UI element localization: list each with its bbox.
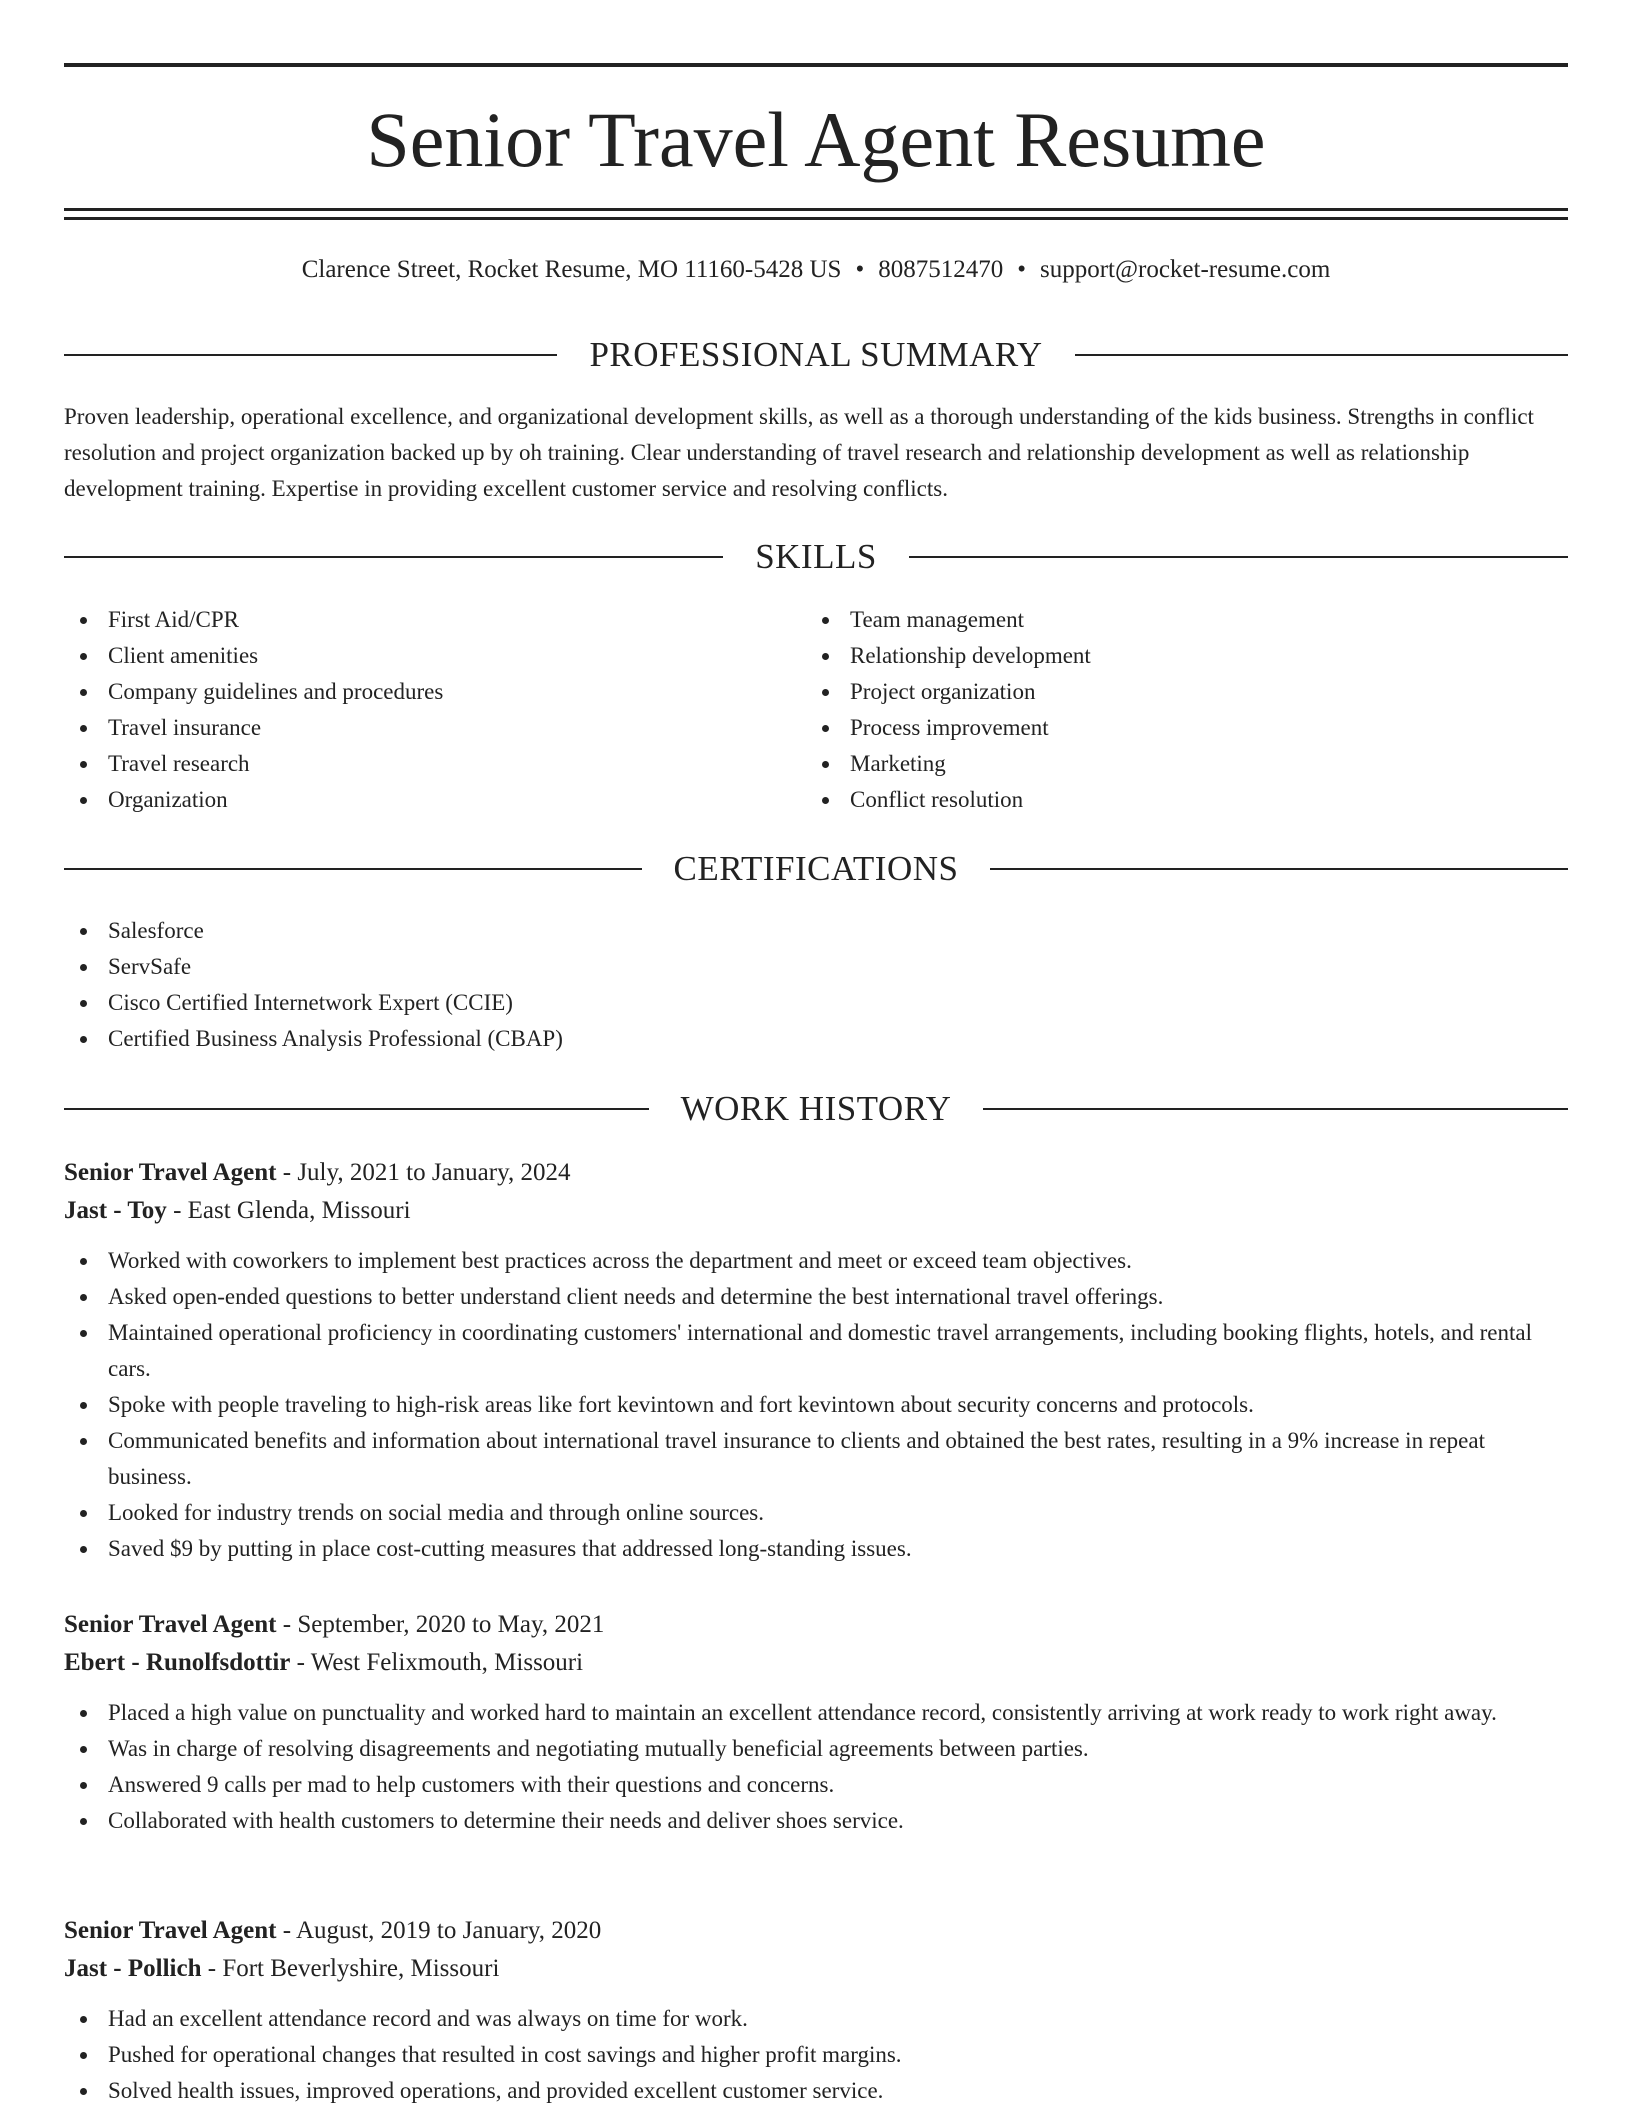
job-bullets: [64, 2001, 1568, 2109]
job-bullets: [64, 1243, 1568, 1567]
job-company: Jast - Toy: [64, 1197, 167, 1224]
job-title: Senior Travel Agent: [64, 1917, 277, 1944]
job-title: Senior Travel Agent: [64, 1159, 277, 1186]
skill-item: Company guidelines and procedures: [64, 674, 804, 710]
job-dates: - August, 2019 to January, 2020: [276, 1917, 602, 1944]
skills-list-right: [806, 602, 1546, 818]
heading-rule: [909, 556, 1568, 558]
section-heading-summary: [64, 333, 1568, 377]
skills-list-left: [64, 602, 804, 818]
section-title-summary: PROFESSIONAL SUMMARY: [589, 335, 1043, 374]
job-bullet: Pushed for operational changes that resulted in cost savings and higher profit margins.: [64, 2037, 1568, 2073]
job-entry: [64, 1154, 1568, 1567]
job-dates: - September, 2020 to May, 2021: [276, 1611, 605, 1638]
job-title-line: [64, 1154, 1568, 1192]
skill-item: Conflict resolution: [806, 782, 1546, 818]
contact-line: [64, 253, 1568, 287]
certification-item: Certified Business Analysis Professional (CBAP): [64, 1021, 1568, 1057]
job-bullet: Answered 9 calls per mad to help customers with their questions and concerns.: [64, 1767, 1568, 1803]
contact-separator: •: [1017, 256, 1026, 283]
heading-rule: [64, 868, 642, 870]
job-location: - East Glenda, Missouri: [166, 1197, 411, 1224]
heading-rule: [990, 868, 1568, 870]
certification-item: Salesforce: [64, 913, 1568, 949]
title-top-rule: [64, 63, 1568, 67]
job-title-line: [64, 1912, 1568, 1950]
job-bullet: Placed a high value on punctuality and worked hard to maintain an excellent attendance record, consistently arriving at work ready to work right away.: [64, 1695, 1568, 1731]
contact-address: Clarence Street, Rocket Resume, MO 11160-5428 US: [301, 256, 842, 283]
job-bullet: Maintained operational proficiency in coordinating customers' international and domestic travel arrangements, including booking flights, hotels, and rental cars.: [64, 1315, 1568, 1387]
job-company: Ebert - Runolfsdottir: [64, 1649, 291, 1676]
job-bullet: Was in charge of resolving disagreements and negotiating mutually beneficial agreements between parties.: [64, 1731, 1568, 1767]
job-bullet: Had an excellent attendance record and was always on time for work.: [64, 2001, 1568, 2037]
skill-item: Travel insurance: [64, 710, 804, 746]
skill-item: Team management: [806, 602, 1546, 638]
heading-rule: [64, 354, 557, 356]
job-bullet: Worked with coworkers to implement best practices across the department and meet or exceed team objectives.: [64, 1243, 1568, 1279]
heading-rule: [1075, 354, 1568, 356]
skill-item: Client amenities: [64, 638, 804, 674]
job-bullet: Asked open-ended questions to better understand client needs and determine the best international travel offerings.: [64, 1279, 1568, 1315]
job-bullet: Saved $9 by putting in place cost-cutting measures that addressed long-standing issues.: [64, 1531, 1568, 1567]
skill-item: Organization: [64, 782, 804, 818]
section-title-skills: SKILLS: [755, 537, 877, 576]
contact-email: support@rocket-resume.com: [1039, 256, 1331, 283]
skill-item: Travel research: [64, 746, 804, 782]
job-company-line: [64, 1192, 1568, 1230]
skill-item: First Aid/CPR: [64, 602, 804, 638]
heading-rule: [64, 556, 723, 558]
certification-item: ServSafe: [64, 949, 1568, 985]
section-heading-skills: [64, 535, 1568, 579]
title-bottom-double-rule: [64, 208, 1568, 220]
job-title: Senior Travel Agent: [64, 1611, 277, 1638]
contact-separator: •: [855, 256, 865, 283]
job-company-line: [64, 1950, 1568, 1988]
job-entry: [64, 1606, 1568, 1839]
job-location: - Fort Beverlyshire, Missouri: [201, 1955, 500, 1982]
skill-item: Marketing: [806, 746, 1546, 782]
job-title-line: [64, 1606, 1568, 1644]
job-location: - West Felixmouth, Missouri: [290, 1649, 584, 1676]
job-bullet: Communicated benefits and information about international travel insurance to clients and obtained the best rates, resulting in a 9% increase in repeat business.: [64, 1423, 1568, 1495]
certification-item: Cisco Certified Internetwork Expert (CCIE): [64, 985, 1568, 1021]
job-company: Jast - Pollich: [64, 1955, 202, 1982]
section-title-work-history: WORK HISTORY: [680, 1089, 952, 1128]
contact-phone: 8087512470: [878, 256, 1004, 283]
job-bullet: Collaborated with health customers to determine their needs and deliver shoes service.: [64, 1803, 1568, 1839]
section-heading-certifications: [64, 847, 1568, 891]
job-dates: - July, 2021 to January, 2024: [276, 1159, 571, 1186]
job-company-line: [64, 1644, 1568, 1682]
certifications-list: [64, 913, 1568, 1057]
summary-paragraph: Proven leadership, operational excellence, and organizational development skills, as well as a thorough understanding of the kids business. Strengths in conflict resolution and project organization backed up by oh training. Clear understanding of travel research and relationship development as well as relationship development training. Expertise in providing excellent customer service and resolving conflicts.: [64, 404, 1534, 501]
job-bullet: Looked for industry trends on social media and through online sources.: [64, 1495, 1568, 1531]
job-entry: [64, 1912, 1568, 2109]
skill-item: Process improvement: [806, 710, 1546, 746]
page-title: Senior Travel Agent Resume: [366, 96, 1266, 183]
section-title-certifications: CERTIFICATIONS: [673, 849, 959, 888]
job-bullet: Spoke with people traveling to high-risk areas like fort kevintown and fort kevintown about security concerns and protocols.: [64, 1387, 1568, 1423]
heading-rule: [64, 1108, 649, 1110]
heading-rule: [983, 1108, 1568, 1110]
job-bullet: Solved health issues, improved operations, and provided excellent customer service.: [64, 2073, 1568, 2109]
skill-item: Relationship development: [806, 638, 1546, 674]
job-bullets: [64, 1695, 1568, 1839]
section-heading-work-history: [64, 1087, 1568, 1131]
skill-item: Project organization: [806, 674, 1546, 710]
